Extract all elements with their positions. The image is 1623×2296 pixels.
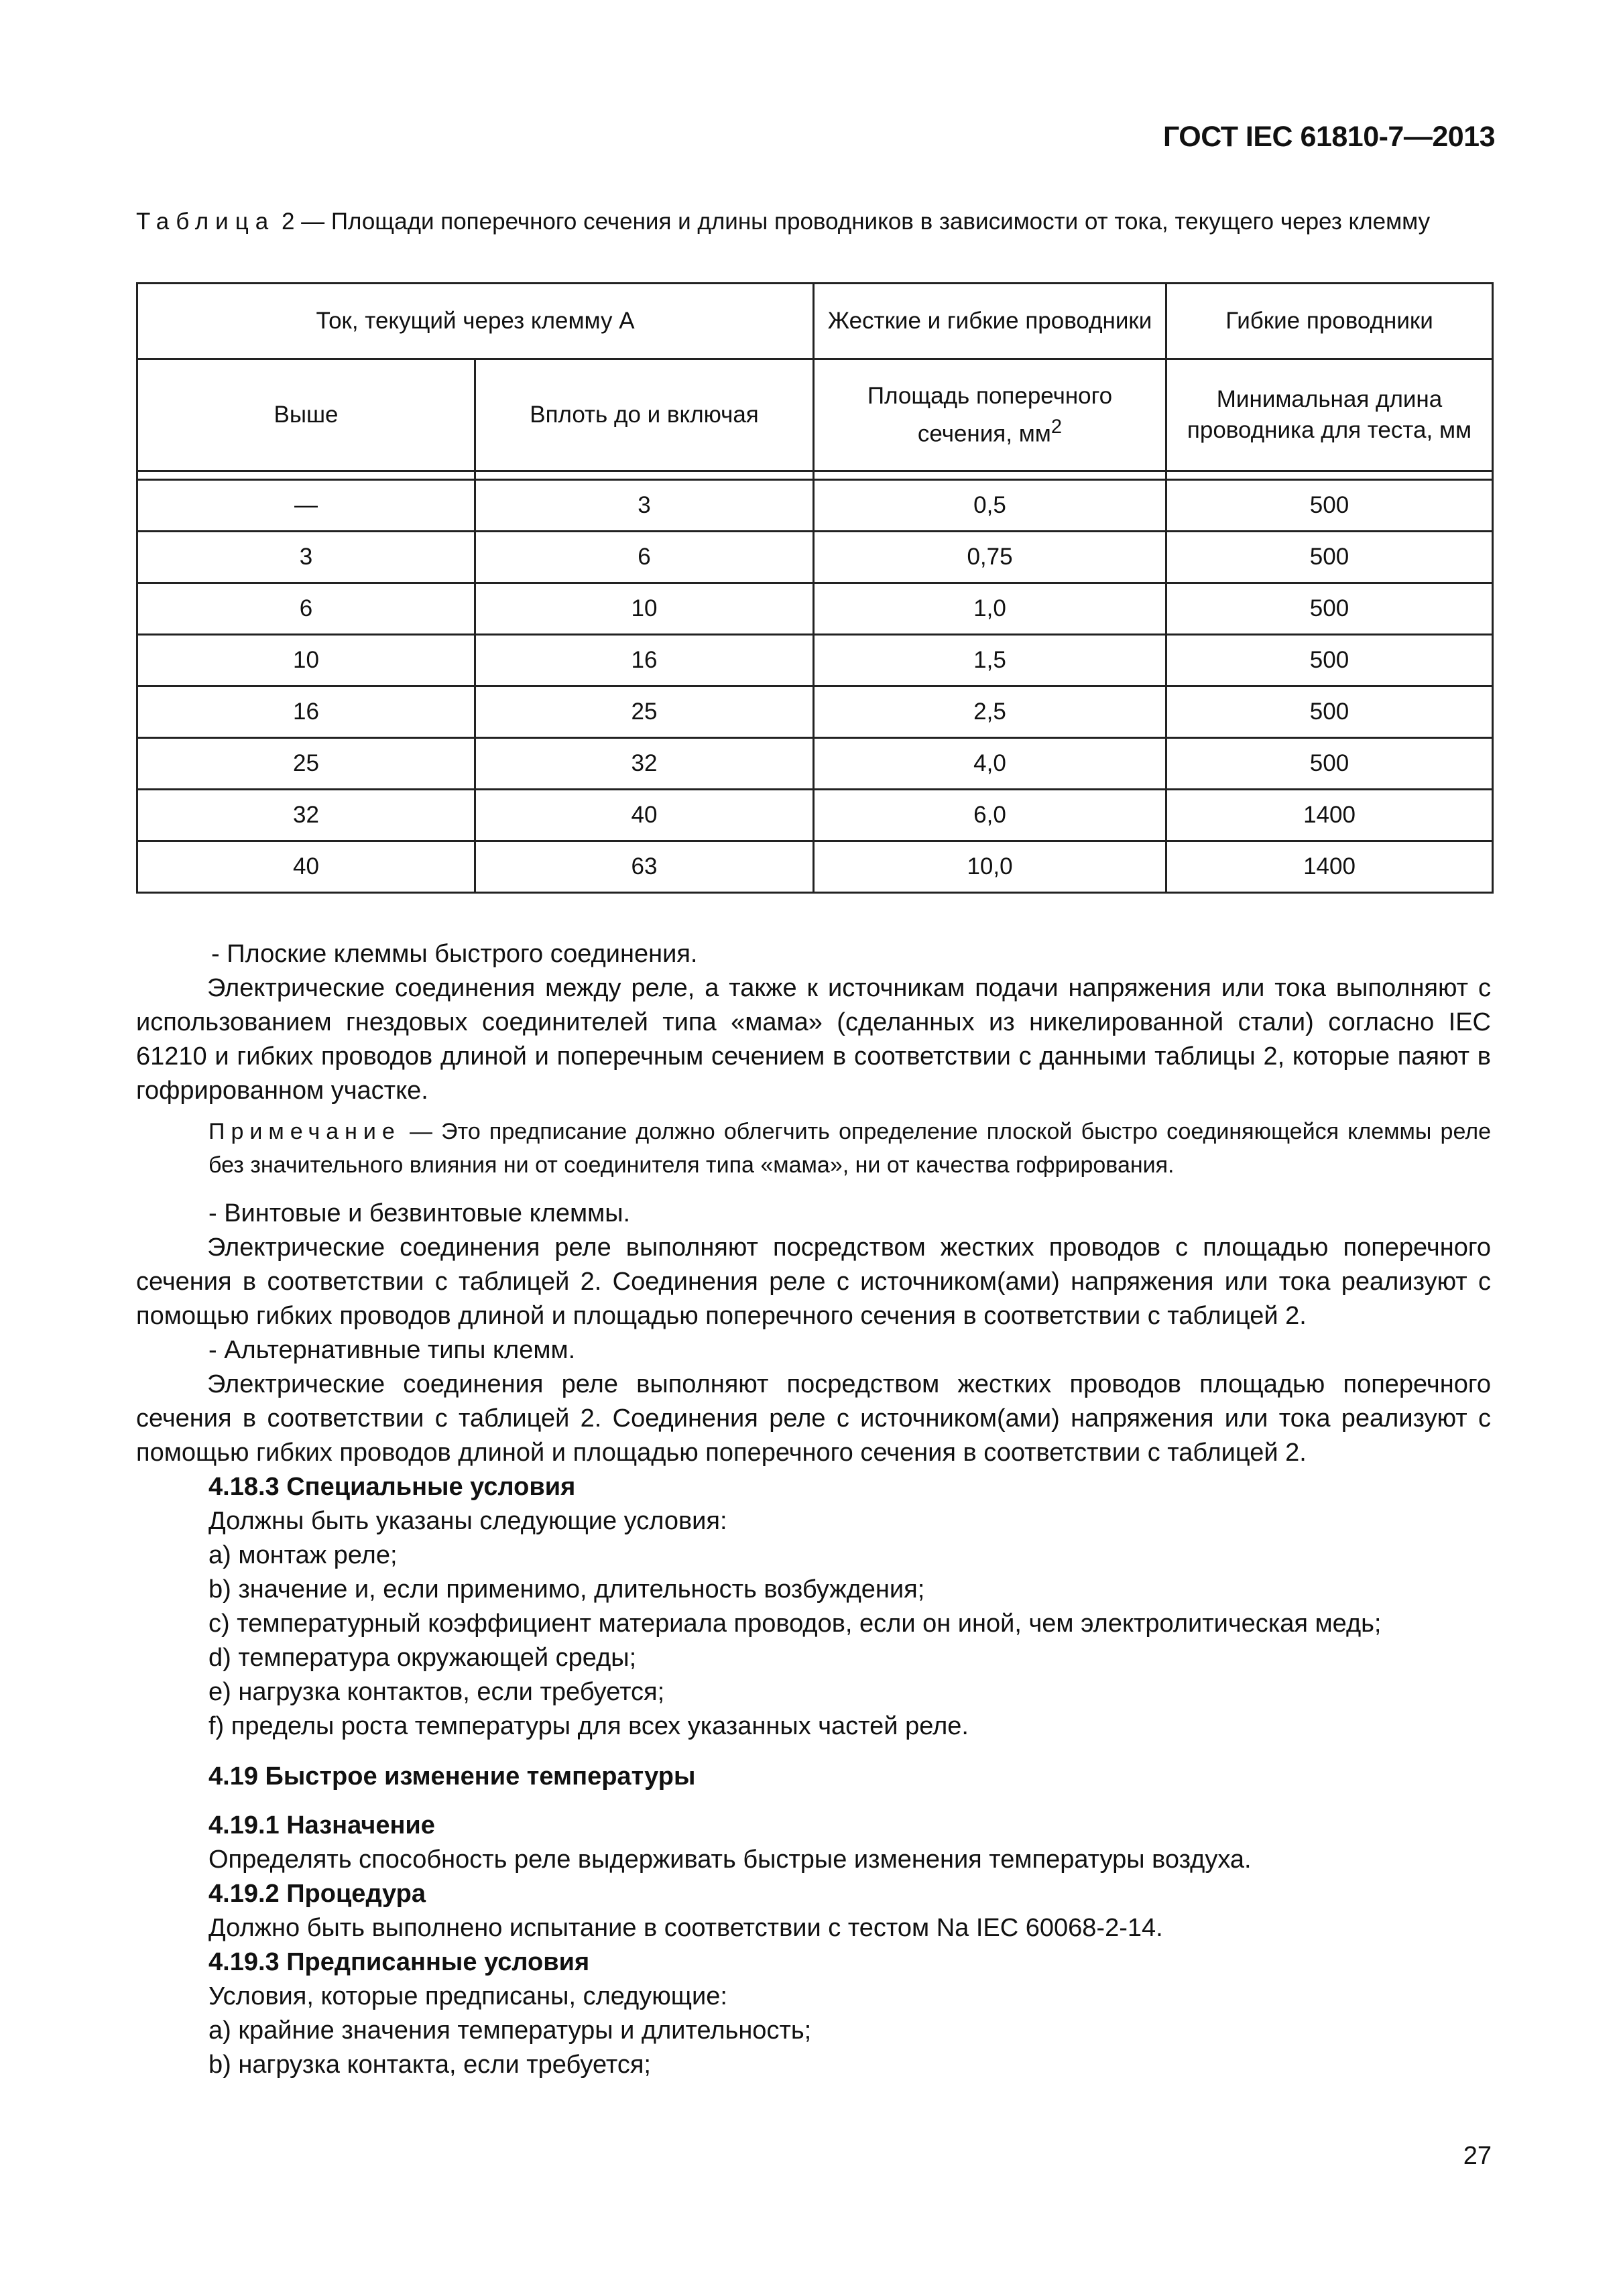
- header-rigid-flexible: Жесткие и гибкие проводники: [814, 284, 1166, 359]
- paragraph-screw-terminals-text: Электрические соединения реле выполняют посредством жестких проводов с площадью поперечного сечения в соответствии с таблицей 2. Соединения реле с источником(ами) напряжения или тока реализуют с помощью гибких проводов длиной и площадью поперечного сечения в соответствии с таблицей 2.: [136, 1233, 1491, 1330]
- list-item: a) крайние значения температуры и длительность;: [208, 2016, 812, 2045]
- table-body: [137, 480, 1493, 893]
- table-header-separator: [137, 471, 1493, 480]
- table-row: [137, 583, 1493, 635]
- cell-area: 6,0: [814, 790, 1166, 841]
- header-flexible: Гибкие проводники: [1166, 284, 1493, 359]
- heading-4-19-1: 4.19.1 Назначение: [208, 1811, 435, 1839]
- table-caption: [136, 204, 1491, 239]
- header-up-to: Вплоть до и включая: [475, 359, 814, 471]
- conductor-table: [136, 282, 1494, 894]
- header-area: [814, 359, 1166, 471]
- cell-above: 32: [137, 790, 475, 841]
- paragraph-prescribed-intro: Условия, которые предписаны, следующие:: [208, 1982, 727, 2010]
- cell-above: 25: [137, 738, 475, 790]
- heading-4-18-3: 4.18.3 Специальные условия: [208, 1473, 576, 1501]
- heading-4-19-3: 4.19.3 Предписанные условия: [208, 1948, 590, 1976]
- cell-up-to: 3: [475, 480, 814, 532]
- paragraph-flat-terminals-text: Электрические соединения между реле, а также к источникам подачи напряжения или тока выполняют с использованием гнездовых соединителей типа «мама» (сделанных из никелированной стали) согласно IEC 61210 и гибких проводов длиной и поперечным сечением в соответствии с данными таблицы 2, которые паяют в гофрированном участке.: [136, 974, 1491, 1105]
- cell-min-length: 1400: [1166, 841, 1493, 893]
- cell-area: 2,5: [814, 686, 1166, 738]
- header-min-length: Минимальная длина проводника для теста, мм: [1166, 359, 1493, 471]
- list-item: f) пределы роста температуры для всех указанных частей реле.: [208, 1712, 969, 1740]
- cell-min-length: 500: [1166, 738, 1493, 790]
- cell-min-length: 500: [1166, 532, 1493, 583]
- table-header-row: [137, 284, 1493, 359]
- cell-min-length: 500: [1166, 635, 1493, 686]
- paragraph-alternative-terminals: - Альтернативные типы клемм.: [208, 1336, 576, 1364]
- cell-up-to: 16: [475, 635, 814, 686]
- cell-min-length: 500: [1166, 480, 1493, 532]
- body-text: [136, 937, 1491, 2082]
- paragraph-alternative-terminals-text: Электрические соединения реле выполняют посредством жестких проводов площадью поперечного сечения в соответствии с таблицей 2. Соединения реле с источником(ами) напряжения или тока реализуют с помощью гибких проводов длиной и площадью поперечного сечения в соответствии с таблицей 2.: [136, 1370, 1491, 1467]
- cell-up-to: 25: [475, 686, 814, 738]
- paragraph-conditions-intro: Должны быть указаны следующие условия:: [208, 1507, 727, 1535]
- cell-above: 3: [137, 532, 475, 583]
- table-row: [137, 790, 1493, 841]
- cell-area: 4,0: [814, 738, 1166, 790]
- list-item: c) температурный коэффициент материала проводов, если он иной, чем электролитическая медь;: [208, 1610, 1382, 1638]
- cell-up-to: 6: [475, 532, 814, 583]
- heading-4-19-2: 4.19.2 Процедура: [208, 1880, 426, 1908]
- cell-above: 40: [137, 841, 475, 893]
- paragraph-purpose: Определять способность реле выдерживать быстрые изменения температуры воздуха.: [208, 1846, 1252, 1874]
- header-area-superscript: 2: [1050, 416, 1063, 438]
- table-row: [137, 532, 1493, 583]
- note-text: — Это предписание должно облегчить определение плоской быстро соединяющейся клеммы реле без значительного влияния ни от соединителя типа «мама», ни от качества гофрирования.: [208, 1119, 1491, 1178]
- cell-area: 1,5: [814, 635, 1166, 686]
- paragraph-procedure: Должно быть выполнено испытание в соответствии с тестом Na IEC 60068-2-14.: [208, 1914, 1163, 1942]
- heading-4-19: 4.19 Быстрое изменение температуры: [208, 1762, 696, 1791]
- cell-area: 10,0: [814, 841, 1166, 893]
- cell-up-to: 32: [475, 738, 814, 790]
- document-header: ГОСТ IEC 61810-7—2013: [1162, 121, 1495, 153]
- cell-area: 0,5: [814, 480, 1166, 532]
- cell-up-to: 10: [475, 583, 814, 635]
- list-item: d) температура окружающей среды;: [208, 1644, 637, 1672]
- paragraph-screw-terminals: - Винтовые и безвинтовые клеммы.: [208, 1199, 631, 1227]
- table-row: [137, 480, 1493, 532]
- table-caption-text: 2 — Площади поперечного сечения и длины проводников в зависимости от тока, текущего через клемму: [275, 208, 1431, 235]
- table-row: [137, 635, 1493, 686]
- table-subheader-row: [137, 359, 1493, 471]
- list-item: b) значение и, если применимо, длительность возбуждения;: [208, 1575, 925, 1604]
- table-row: [137, 686, 1493, 738]
- cell-above: 6: [137, 583, 475, 635]
- cell-area: 0,75: [814, 532, 1166, 583]
- note: [136, 1115, 1491, 1182]
- page-number: 27: [1463, 2142, 1492, 2170]
- header-area-text: Площадь поперечного сечения, мм: [867, 382, 1113, 447]
- cell-above: 10: [137, 635, 475, 686]
- cell-area: 1,0: [814, 583, 1166, 635]
- list-item: b) нагрузка контакта, если требуется;: [208, 2051, 651, 2079]
- cell-min-length: 500: [1166, 583, 1493, 635]
- cell-above: —: [137, 480, 475, 532]
- list-item: a) монтаж реле;: [208, 1541, 398, 1569]
- note-label: Примечание: [208, 1119, 401, 1144]
- cell-above: 16: [137, 686, 475, 738]
- table-row: [137, 841, 1493, 893]
- cell-up-to: 40: [475, 790, 814, 841]
- header-above: Выше: [137, 359, 475, 471]
- table-caption-label: Таблица: [136, 208, 276, 235]
- paragraph-flat-terminals: - Плоские клеммы быстрого соединения.: [211, 940, 698, 968]
- cell-up-to: 63: [475, 841, 814, 893]
- list-item: e) нагрузка контактов, если требуется;: [208, 1678, 665, 1706]
- table-row: [137, 738, 1493, 790]
- header-current: Ток, текущий через клемму А: [137, 284, 814, 359]
- cell-min-length: 500: [1166, 686, 1493, 738]
- cell-min-length: 1400: [1166, 790, 1493, 841]
